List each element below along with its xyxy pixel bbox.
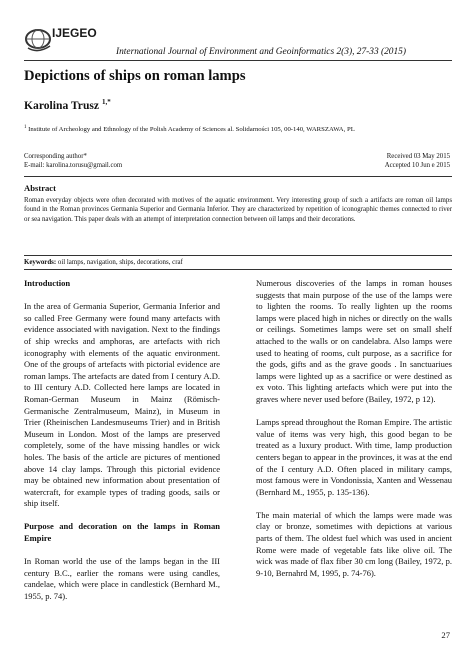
accepted-date: Accepted 10 Jun e 2015	[384, 162, 450, 169]
journal-header	[24, 24, 452, 58]
page-number: 27	[441, 630, 450, 640]
author-superscript: 1,*	[101, 98, 111, 106]
author-name: Karolina Trusz	[24, 98, 100, 112]
author-email: E-mail: karolina.torusu@gmail.com	[24, 162, 123, 169]
author-line	[24, 98, 111, 112]
keywords-text: oil lamps, navigation, ships, decorations, craf	[56, 259, 183, 266]
received-date: Received 03 May 2015	[386, 153, 450, 160]
purpose-heading: Purpose and decoration on the lamps in Roman Empire	[24, 521, 220, 544]
introduction-paragraph: In the area of Germania Superior, Germania Inferior and so called Free Germany were found many artefacts with evidence associated with navigation. Next to the findings of ship wrecks and amphoras, are artefacts with rich iconography with elements of the aquatic environment. One of the groups of artefacts with pictorial evidence are roman lamps. The artefacts are dated from I century A.D. to III century A.D. Collected here lamps are located in Roman-German Museum in Mainz (Römisch-Germanische Zentralmuseum, Mainz), in Museum in Trier (Rheinischen Landesmuseums Trier) and in British Museum in London. Most of the lamps are preserved completely, some of the have missing handles or wick holes. The basis of the article are pictures of mentioned above 14 clay lamps. Through this pictorial evidence may be obtained new information about presentation of watercraft, for example types of trading goods, sails or ship itself.	[24, 301, 220, 509]
journal-logo-text: IJEGEO	[52, 26, 97, 40]
keywords-line	[24, 259, 183, 266]
header-rule	[24, 60, 452, 61]
discoveries-paragraph: Numerous discoveries of the lamps in roman houses suggests that main purpose of the use of the lamps were to lighten the rooms. To really lighten up the rooms lamps were placed high in niches or directly on the walls or ceilings. Sometimes lamps were set on small shelf attached to the walls or on candelabra. Also lamps were used to heating of rooms, cult purpose, as a sacrifice for the gods, gifts and as the grave goods . In sanctuariues lamps were lighted up as a sacrifice or were destined as ex voto. This lighting artefacts which were put into the graves where never used before (Bailey, 1972, p 12).	[256, 278, 452, 404]
paper-title: Depictions of ships on roman lamps	[24, 68, 246, 84]
abstract-top-rule	[24, 176, 452, 177]
purpose-paragraph: In Roman world the use of the lamps began in the III century B.C., earlier the romans were using candles, candelae, which were place in candlestick (Bernhard M., 1955, p. 74).	[24, 556, 220, 602]
abstract-heading: Abstract	[24, 183, 56, 193]
abstract-text: Roman everyday objects were often decorated with motives of the aquatic environment. Very interesting group of such a artifacts are roman oil lamps found in the Roman provinces Germania Superior and Germania Inferior. They are characterized by repetition of iconographic themes connected to river or sea navigation. This paper deals with an attempt of interpretation connection between oil lamps and their decorations.	[24, 197, 452, 223]
affiliation	[24, 125, 355, 133]
corresponding-author-label: Corresponding author*	[24, 153, 87, 160]
dates-block	[385, 152, 450, 170]
abstract-bottom-rule	[24, 255, 452, 256]
journal-citation: International Journal of Environment and Geoinformatics 2(3), 27-33 (2015)	[116, 47, 406, 57]
introduction-heading: Introduction	[24, 278, 71, 288]
keywords-label: Keywords:	[24, 259, 57, 266]
affiliation-text: Institute of Archeology and Ethnology of the Polish Academy of Sciences al. Solidarności 105, 00-140, WARSZAWA, PL	[26, 126, 355, 134]
right-column	[256, 278, 452, 591]
correspondence-block	[24, 152, 122, 170]
keywords-rule	[24, 269, 452, 270]
affiliation-superscript: 1	[24, 125, 27, 130]
spread-paragraph: Lamps spread throughout the Roman Empire. The artistic value of items was very high, this good began to be treated as a luxury product. With time, lamp production centers began to appear in the provinces, it was at the end of the I century A.D. Often placed in military camps, most famous were in Vondonissia, Xanten and Wessenau (Bernhard M., 1955, p. 135-136).	[256, 417, 452, 497]
left-column	[24, 278, 220, 614]
materials-paragraph: The main material of which the lamps were made was clay or bronze, sometimes with depictions at various parts of them. The oldest fuel which was used in ancient Rome were made of vegetable fats like olive oil. The wick was made of flax fiber 30 cm long (Bailey, 1972, p. 9-10, Bernahrd M, 1995, p. 74-76).	[256, 509, 452, 578]
